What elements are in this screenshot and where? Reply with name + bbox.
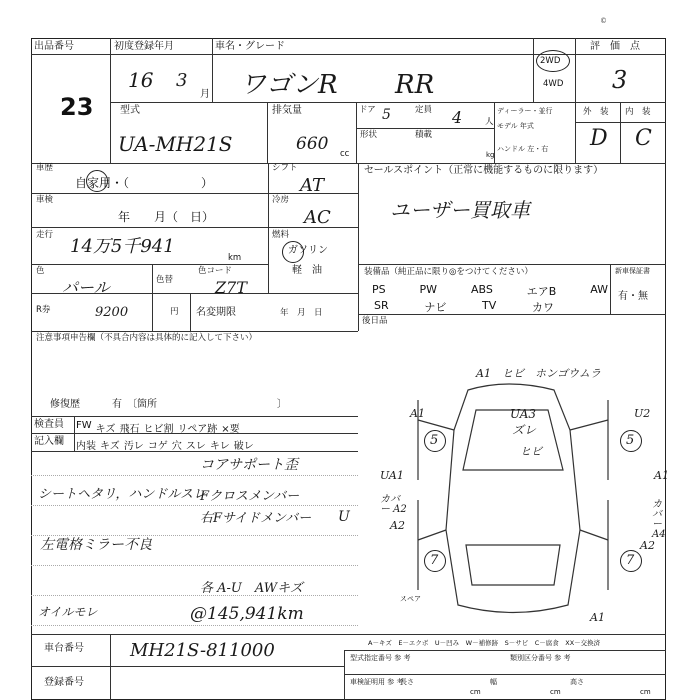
drive-2wd: 2WD (540, 56, 561, 66)
kg-unit: kg (486, 151, 495, 159)
divider (268, 163, 269, 293)
ac-value: AC (304, 207, 331, 228)
equipment-item-3: エアB (526, 285, 557, 298)
exterior-grade: D (590, 126, 608, 151)
damage-legend: A－キズ E－エクボ U－凹み W－補修跡 S－サビ C－腐食 XX－交換済 (368, 639, 601, 647)
score-label: 評 価 点 (590, 41, 640, 52)
divider (31, 54, 666, 55)
capacity-label: 定員 (415, 105, 433, 115)
diagram-center-2: ズレ (512, 423, 537, 437)
equipment-item-0: PS (372, 283, 386, 296)
entry-item-1: キズ (100, 441, 120, 452)
inspection-value: 年 月（ 日） (118, 210, 215, 224)
lot-number: 23 (60, 93, 94, 121)
entry-item-0: 内装 (76, 441, 96, 452)
new-warranty-label: 新車保証書 (615, 267, 650, 275)
doors-label: ドア (359, 105, 376, 115)
divider (344, 650, 345, 700)
car-name: ワゴンR (240, 70, 338, 100)
height-unit: cm (640, 688, 651, 696)
writing-line (31, 535, 358, 536)
color-change-label: 色替 (156, 275, 174, 285)
divider (356, 128, 494, 129)
divider (344, 650, 666, 651)
first-reg-label: 初度登録年月 (114, 41, 174, 52)
sales-point-text: ユーザー買取車 (390, 198, 530, 222)
km-unit: km (228, 253, 242, 263)
color-code-label: 色コード (198, 266, 233, 276)
name-change-label: 名変期限 (196, 307, 236, 318)
note-side-member-mark: U (338, 509, 350, 525)
width-unit: cm (550, 688, 561, 696)
car-rear-window (466, 545, 560, 585)
chassis-value: MH21S-811000 (130, 640, 275, 661)
car-history-value: 自家用・（ ） (75, 176, 214, 190)
type-designation-label: 型式指定番号 参 考 (350, 654, 411, 662)
notice-label: 注意事項申告欄（不具合内容は具体的に記入して下さい） (36, 333, 258, 343)
interior-grade: C (635, 126, 652, 151)
diagram-spare-label: スペア (400, 595, 421, 603)
writing-line (31, 505, 358, 506)
equipment-item-2-1: ナビ (424, 301, 447, 314)
entry-item-5: スレ (185, 441, 206, 452)
equipment-item-2: ABS (470, 283, 493, 296)
height-label: 高さ (570, 678, 584, 686)
mileage-label: 走行 (36, 230, 54, 240)
equipment-item-2-2: TV (482, 299, 497, 312)
cc-unit: cc (340, 149, 350, 159)
mileage-value: 14万5千941 (70, 236, 175, 257)
tire-front-right: 5 (626, 433, 635, 448)
divider (31, 451, 358, 452)
divider (31, 293, 358, 294)
writing-line (31, 625, 358, 626)
model-label: 型式 (120, 105, 140, 116)
category-label: 類別区分番号 参 考 (510, 654, 571, 662)
divider (267, 102, 268, 163)
divider (31, 193, 358, 194)
note-mirror: 左電格ミラー不良 (40, 537, 152, 553)
diagram-left-1: A1 (410, 407, 425, 420)
equipment-item-1: PW (419, 283, 438, 296)
displacement-value: 660 (296, 134, 329, 154)
rear-items-label: 後日品 (362, 316, 388, 326)
divider (358, 264, 666, 265)
new-warranty-value: 有・無 (618, 291, 648, 302)
diagram-center-3: ヒビ (520, 445, 542, 458)
chassis-label: 車台番号 (44, 643, 84, 654)
divider (31, 433, 358, 434)
top-right-mark: © (600, 17, 607, 25)
divider (533, 38, 534, 102)
divider (190, 293, 191, 331)
capacity-unit: 人 (485, 117, 494, 127)
fuel-diesel: 軽 油 (292, 265, 322, 276)
color-code: Z7T (215, 278, 247, 297)
first-reg-month-unit: 月 (200, 89, 210, 100)
inspector-item-2: 飛石 (119, 424, 140, 435)
note-mileage: @145,941km (190, 604, 304, 624)
first-reg-year: 16 (128, 68, 154, 92)
inspector-item-4: リペア跡 (177, 424, 218, 435)
entry-item-7: 破レ (233, 441, 254, 452)
fuel-gasoline: ガソリン (288, 245, 328, 256)
writing-line (31, 595, 358, 596)
tire-rear-left: 7 (430, 553, 439, 568)
equipment-label: 装備品（純正品に限り◎をつけてください） (364, 267, 533, 277)
diagram-right-4: A2 (640, 539, 655, 552)
divider (212, 38, 213, 102)
inspector-item-3: ヒビ割 (143, 424, 174, 435)
diagram-right-1: U2 (634, 407, 651, 420)
lot-label: 出品番号 (34, 41, 74, 52)
diagram-left-3: カバー A2 (380, 494, 407, 515)
divider (31, 227, 358, 228)
model-year-label: モデル 年式 (497, 122, 534, 130)
writing-line (31, 565, 358, 566)
divider (110, 102, 666, 103)
divider (31, 416, 358, 417)
divider (575, 38, 576, 163)
divider (31, 634, 666, 635)
drive-4wd: 4WD (543, 79, 564, 89)
diagram-right-2: A1 (654, 469, 669, 482)
length-label: 長さ (400, 678, 414, 686)
tire-front-left: 5 (430, 433, 439, 448)
divider (610, 264, 611, 314)
recycle-label: R券 (36, 305, 51, 315)
score-value: 3 (612, 66, 628, 94)
divider (31, 666, 344, 667)
inspector-item-1: キズ (95, 424, 116, 435)
divider (31, 331, 358, 332)
equipment-item-2-3: カワ (532, 301, 554, 314)
note-oil-leak: オイルモレ (38, 605, 98, 619)
diagram-center-1: UA3 (510, 407, 537, 421)
first-reg-month: 3 (176, 70, 188, 91)
width-label: 幅 (490, 678, 497, 686)
handle-label: ハンドル 左・右 (497, 145, 549, 153)
vehicle-cert-label: 車検証明用 参 考 (350, 678, 404, 686)
diagram-bottom-label: A1 (590, 611, 605, 624)
interior-label: 内 装 (625, 107, 651, 117)
equipment-row-1 (372, 283, 608, 299)
entry-item-4: 穴 (171, 441, 182, 452)
yen-unit: 円 (170, 307, 179, 317)
note-f-cross-member: Fクロスメンバー (200, 489, 300, 504)
equipment-item-4: AW (590, 283, 608, 296)
entry-label: 記入欄 (34, 436, 64, 447)
inspector-label: 検査員 (34, 419, 64, 430)
ac-label: 冷房 (272, 195, 290, 205)
car-history-label: 車歴 (36, 163, 54, 173)
own-use-circle (86, 170, 108, 192)
sales-point-label: セールスポイント（正常に機能するものに限ります） (364, 165, 604, 176)
shift-value: AT (300, 175, 325, 196)
diagram-top-labels: A1 ヒビ ホンゴウムラ (476, 367, 601, 380)
capacity-value: 4 (452, 108, 463, 127)
exterior-label: 外 装 (583, 107, 609, 117)
divider (494, 102, 495, 163)
divider (344, 674, 666, 675)
entry-row (76, 437, 356, 452)
diagram-left-4: A2 (390, 519, 405, 532)
fuel-label: 燃料 (272, 230, 290, 240)
divider (152, 264, 153, 331)
load-label: 積載 (415, 130, 433, 140)
length-unit: cm (470, 688, 481, 696)
divider (31, 163, 666, 164)
diagram-left-2: UA1 (380, 469, 404, 482)
diagram-right-3: カバー A4 (652, 499, 666, 540)
shape-label: 形状 (360, 130, 378, 140)
inspection-label: 車検 (36, 195, 54, 205)
inspector-item-0: FW (76, 420, 92, 431)
dealer-label: ディーラー・並行 (497, 107, 553, 115)
repair-label: 修復歴 (50, 399, 80, 410)
divider (358, 314, 666, 315)
note-seat-wear: シートヘタリ，ハンドルスレ (38, 487, 206, 502)
registration-label: 登録番号 (44, 677, 84, 688)
note-core-support: コアサポート歪 (200, 457, 298, 473)
tire-rear-right: 7 (626, 553, 635, 568)
entry-item-6: キレ (209, 441, 230, 452)
divider (31, 264, 268, 265)
divider (620, 102, 621, 163)
note-right-side-member: 右Fサイドメンバー (200, 511, 312, 526)
car-name-label: 車名・グレード (215, 41, 285, 52)
color-value: パール (62, 278, 110, 297)
displacement-label: 排気量 (272, 105, 302, 116)
divider (358, 163, 359, 331)
repair-value: 有 〔箇所 〕 (112, 399, 287, 410)
color-label: 色 (36, 266, 45, 276)
shift-label: シフト (272, 163, 298, 173)
divider (110, 634, 111, 700)
model-value: UA-MH21S (118, 132, 233, 156)
car-grade: RR (395, 70, 435, 100)
name-change-value: 年 月 日 (280, 308, 323, 318)
divider (110, 38, 111, 163)
divider (356, 102, 357, 163)
writing-line (31, 475, 358, 476)
doors-value: 5 (382, 107, 391, 123)
entry-item-3: コゲ (147, 441, 168, 452)
divider (74, 416, 75, 451)
entry-item-2: 汚レ (123, 441, 144, 452)
note-each-au: 各 A-U AWキズ (200, 581, 303, 596)
recycle-value: 9200 (95, 305, 129, 320)
inspector-item-5: ×要 (221, 424, 240, 435)
equipment-row-2 (374, 299, 554, 315)
equipment-item-2-0: SR (374, 299, 389, 312)
